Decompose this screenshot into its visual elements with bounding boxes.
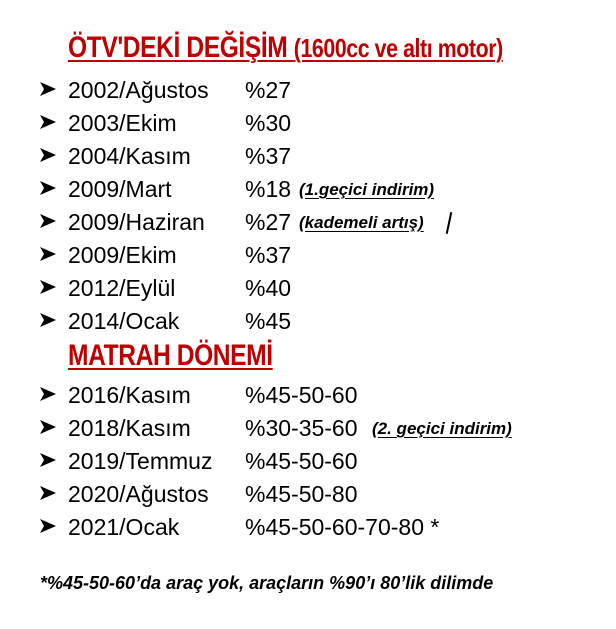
arrowhead-bullet-icon <box>38 244 58 264</box>
list-item-entry <box>68 512 439 542</box>
list-item-date: 2021/Ocak <box>68 514 180 540</box>
list-item-date: 2018/Kasım <box>68 415 191 441</box>
arrowhead-bullet-icon <box>38 277 58 297</box>
list-item-rate: %40 <box>245 275 292 301</box>
list-item-entry <box>68 141 291 171</box>
arrowhead-bullet-icon <box>38 79 58 99</box>
list-item-rate: %45-50-60 <box>245 382 358 408</box>
list-item-note: (2. geçici indirim) <box>372 419 512 438</box>
list-item-date: 2014/Ocak <box>68 308 180 334</box>
list-item-entry <box>68 207 291 237</box>
list-item-date: 2016/Kasım <box>68 382 191 408</box>
list-item-rate: %18 <box>245 176 292 202</box>
list-item-date: 2020/Ağustos <box>68 481 209 507</box>
arrowhead-bullet-icon <box>38 417 58 437</box>
list-item-entry <box>68 479 358 509</box>
text-cursor-mark <box>446 212 453 234</box>
list-item-date: 2012/Eylül <box>68 275 176 301</box>
list-item-rate: %45-50-60 <box>245 448 358 474</box>
list-item-rate: %30-35-60 <box>245 415 358 441</box>
list-item-date: 2009/Mart <box>68 176 172 202</box>
list-item-date: 2009/Ekim <box>68 242 177 268</box>
arrowhead-bullet-icon <box>38 145 58 165</box>
arrowhead-bullet-icon <box>38 112 58 132</box>
list-item-entry <box>68 240 291 270</box>
list-item-rate: %45-50-80 <box>245 481 358 507</box>
list-item-rate: %30 <box>245 110 292 136</box>
page-title-subtitle: (1600cc ve altı motor) <box>293 33 503 63</box>
list-item-rate: %27 <box>245 77 292 103</box>
arrowhead-bullet-icon <box>38 211 58 231</box>
list-item-note: (1.geçici indirim) <box>299 180 435 199</box>
list-item-date: 2019/Temmuz <box>68 448 213 474</box>
list-item-entry <box>68 273 291 303</box>
list-item-date: 2009/Haziran <box>68 209 205 235</box>
list-item-rate: %45-50-60-70-80 * <box>245 514 440 540</box>
page-title <box>68 30 503 66</box>
list-item-entry <box>68 446 358 476</box>
list-item-entry <box>68 108 291 138</box>
list-item-rate: %27 <box>245 209 292 235</box>
arrowhead-bullet-icon <box>38 450 58 470</box>
footnote: *%45-50-60’da araç yok, araçların %90’ı 80’lik dilimde <box>40 573 494 593</box>
list-item-date: 2004/Kasım <box>68 143 191 169</box>
list-item-date: 2003/Ekim <box>68 110 177 136</box>
section-title-matrah: MATRAH DÖNEMİ <box>68 339 273 372</box>
list-item-rate: %37 <box>245 143 292 169</box>
list-item-entry <box>68 306 291 336</box>
arrowhead-bullet-icon <box>38 483 58 503</box>
list-item-note: (kademeli artış) <box>299 213 424 232</box>
list-item-rate: %37 <box>245 242 292 268</box>
arrowhead-bullet-icon <box>38 384 58 404</box>
arrowhead-bullet-icon <box>38 178 58 198</box>
list-item-entry <box>68 174 291 204</box>
list-item-rate: %45 <box>245 308 292 334</box>
page-title-main: ÖTV'DEKİ DEĞİŞİM <box>68 31 288 64</box>
list-item-entry <box>68 380 358 410</box>
list-item-entry <box>68 413 358 443</box>
arrowhead-bullet-icon <box>38 310 58 330</box>
list-item-entry <box>68 75 291 105</box>
list-item-date: 2002/Ağustos <box>68 77 209 103</box>
arrowhead-bullet-icon <box>38 516 58 536</box>
